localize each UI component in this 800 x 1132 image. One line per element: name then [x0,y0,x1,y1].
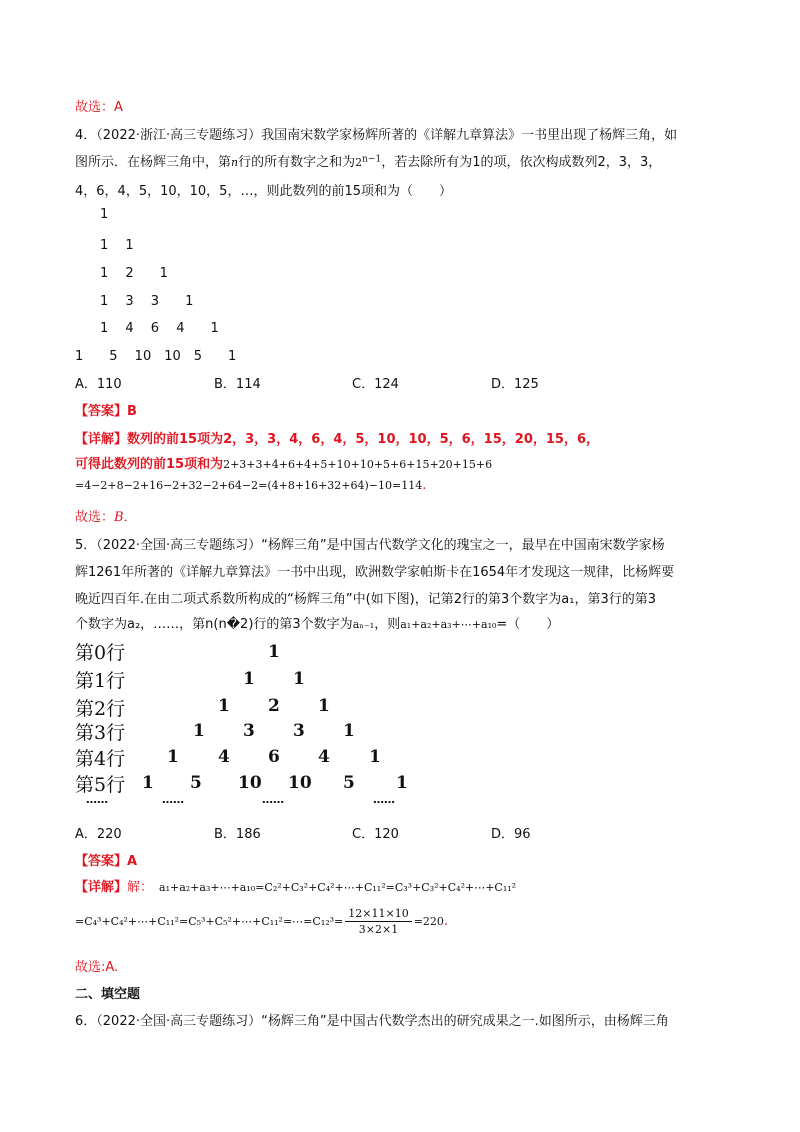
q5-var-an: aₙ₋₁ [352,618,375,631]
q4-stem-line1: 4．（2022·浙江·高三专题练习）我国南宋数学家杨辉所著的《详解九章算法》一书里出现了杨辉三角，如 [75,128,678,143]
q5-stem-line4 [75,613,559,632]
q5-stem-text: =（ ） [496,617,560,632]
q5-detail-dot: . [443,914,449,929]
q5-ellipsis: …… [262,793,284,806]
q4-triangle-row: 1 3 3 1 [100,294,194,309]
q5-row-label: 第3行 [75,722,126,744]
q5-sum-expression: a₁+a₂+a₃+⋯+a₁₀ [400,618,497,631]
q5-ellipsis: …… [86,793,108,806]
q5-triangle-cell: 1 [167,747,179,767]
q4-sum-expression: 2+3+3+4+6+4+5+10+10+5+6+15+20+15+6 [223,458,493,471]
q5-result: =220 [413,915,444,928]
q5-triangle-cell: 10 [288,773,312,793]
q4-choose-value: B [114,510,124,525]
q4-detail-line1: 【详解】数列的前15项为2，3，3，4，6，4，5，10，10，5，6，15，20，15，6， [75,432,599,447]
section-heading: 二、填空题 [75,987,141,1002]
q4-triangle-row: 1 1 [100,238,134,253]
q5-triangle-cell: 1 [293,669,305,689]
q5-triangle-cell: 10 [238,773,262,793]
q4-detail-line2 [75,453,492,472]
q5-row-label: 第5行 [75,774,126,796]
q5-triangle-cell: 1 [218,696,230,716]
q4-detail-dot: . [422,478,427,493]
q5-combination-expression: a₁+a₂+a₃+⋯+a₁₀=C₂²+C₃²+C₄²+⋯+C₁₁²=C₃³+C₃²+C₄²+⋯+C₁₁² [159,881,517,894]
q5-row-label: 第1行 [75,670,126,692]
q4-triangle-row: 1 [100,207,109,222]
q4-power-base: 2 [355,156,363,169]
q5-triangle-cell: 1 [193,721,205,741]
q4-sum-result: =4−2+8−2+16−2+32−2+64−2=(4+8+16+32+64)−10=114 [75,479,423,492]
q5-triangle-cell: 3 [243,721,255,741]
q5-answer: 【答案】A [75,854,138,869]
q4-choose-end: ． [123,510,137,525]
q5-fraction [345,907,411,936]
q4-detail-text: 可得此数列的前15项和为 [75,457,224,472]
q4-stem-line3: 4，6，4，5，10，10，5，…，则此数列的前15项和为（ ） [75,184,452,199]
q5-stem-line3: 晚近四百年.在由二项式系数所构成的“杨辉三角”中(如下图)，记第2行的第3个数字为a₁，第3行的第3 [75,592,657,607]
q4-triangle-row: 1 5 10 10 5 1 [75,349,237,364]
q5-detail-jie: 解： [127,880,154,895]
q4-var-n: n [231,156,239,169]
q5-fraction-numerator: 12×11×10 [345,907,411,922]
q5-triangle-cell: 4 [218,747,230,767]
q5-triangle-cell: 6 [268,747,280,767]
q5-fraction-denominator: 3×2×1 [358,923,399,936]
q4-option-c: C．124 [352,377,399,392]
q4-stem-text: 行的所有数字之和为 [238,155,356,170]
q5-triangle-cell: 1 [243,669,255,689]
q5-option-c: C．120 [352,827,399,842]
q4-option-a: A．110 [75,377,122,392]
q6-stem-line1: 6．（2022·全国·高三专题练习）“杨辉三角”是中国古代数学杰出的研究成果之一.如图所示，由杨辉三角 [75,1014,669,1029]
q4-stem-text: ，若去除所有为1的项，依次构成数列2，3，3， [381,155,662,170]
q5-conclusion: 故选:A. [75,960,119,975]
q5-triangle-cell: 1 [268,642,280,662]
q5-row-label: 第2行 [75,698,126,720]
q4-triangle-row: 1 2 1 [100,266,168,281]
q5-option-d: D．96 [491,827,531,842]
q5-triangle-cell: 4 [318,747,330,767]
q5-triangle-cell: 2 [268,696,280,716]
q4-stem-line2 [75,151,661,170]
q5-option-a: A．220 [75,827,122,842]
q4-stem-text: 图所示．在杨辉三角中，第 [75,155,232,170]
q5-stem-line2: 辉1261年所著的《详解九章算法》一书中出现，欧洲数学家帕斯卡在1654年才发现这一规律，比杨辉要 [75,565,675,580]
q5-ellipsis: …… [373,793,395,806]
q5-detail-line1 [75,876,516,895]
q4-triangle-row: 1 4 6 4 1 [100,321,219,336]
q5-triangle-cell: 1 [396,773,408,793]
q3-conclusion: 故选：A [75,100,123,115]
q5-option-b: B．186 [214,827,261,842]
q4-detail-line3 [75,478,426,493]
q4-choose-label: 故选： [75,510,115,525]
q5-row-label: 第0行 [75,642,126,664]
q4-conclusion [75,506,137,525]
q5-triangle-cell: 3 [293,721,305,741]
q4-answer: 【答案】B [75,404,137,419]
q5-detail-label: 【详解】 [75,880,128,895]
q5-stem-line1: 5．（2022·全国·高三专题练习）“杨辉三角”是中国古代数学文化的瑰宝之一，最早在中国南宋数学家杨 [75,538,665,553]
q4-option-b: B．114 [214,377,261,392]
q5-detail-line2 [75,907,448,936]
q5-triangle-cell: 1 [318,696,330,716]
q5-triangle-cell: 1 [369,747,381,767]
q5-triangle-cell: 1 [343,721,355,741]
q4-power-exp: n−1 [362,154,382,165]
q5-combination-chain: =C₄³+C₄²+⋯+C₁₁²=C₅³+C₅²+⋯+C₁₁²=⋯=C₁₂³= [75,915,344,928]
q5-triangle-cell: 1 [142,773,154,793]
q5-triangle-cell: 5 [190,773,202,793]
q4-option-d: D．125 [491,377,539,392]
q5-ellipsis: …… [162,793,184,806]
q5-stem-text: 个数字为a₂，……，第n(n�2)行的第3个数字为 [75,617,353,632]
q5-triangle-cell: 5 [343,773,355,793]
q4-power [355,156,381,169]
q5-row-label: 第4行 [75,748,126,770]
q5-stem-text: ，则 [374,617,401,632]
